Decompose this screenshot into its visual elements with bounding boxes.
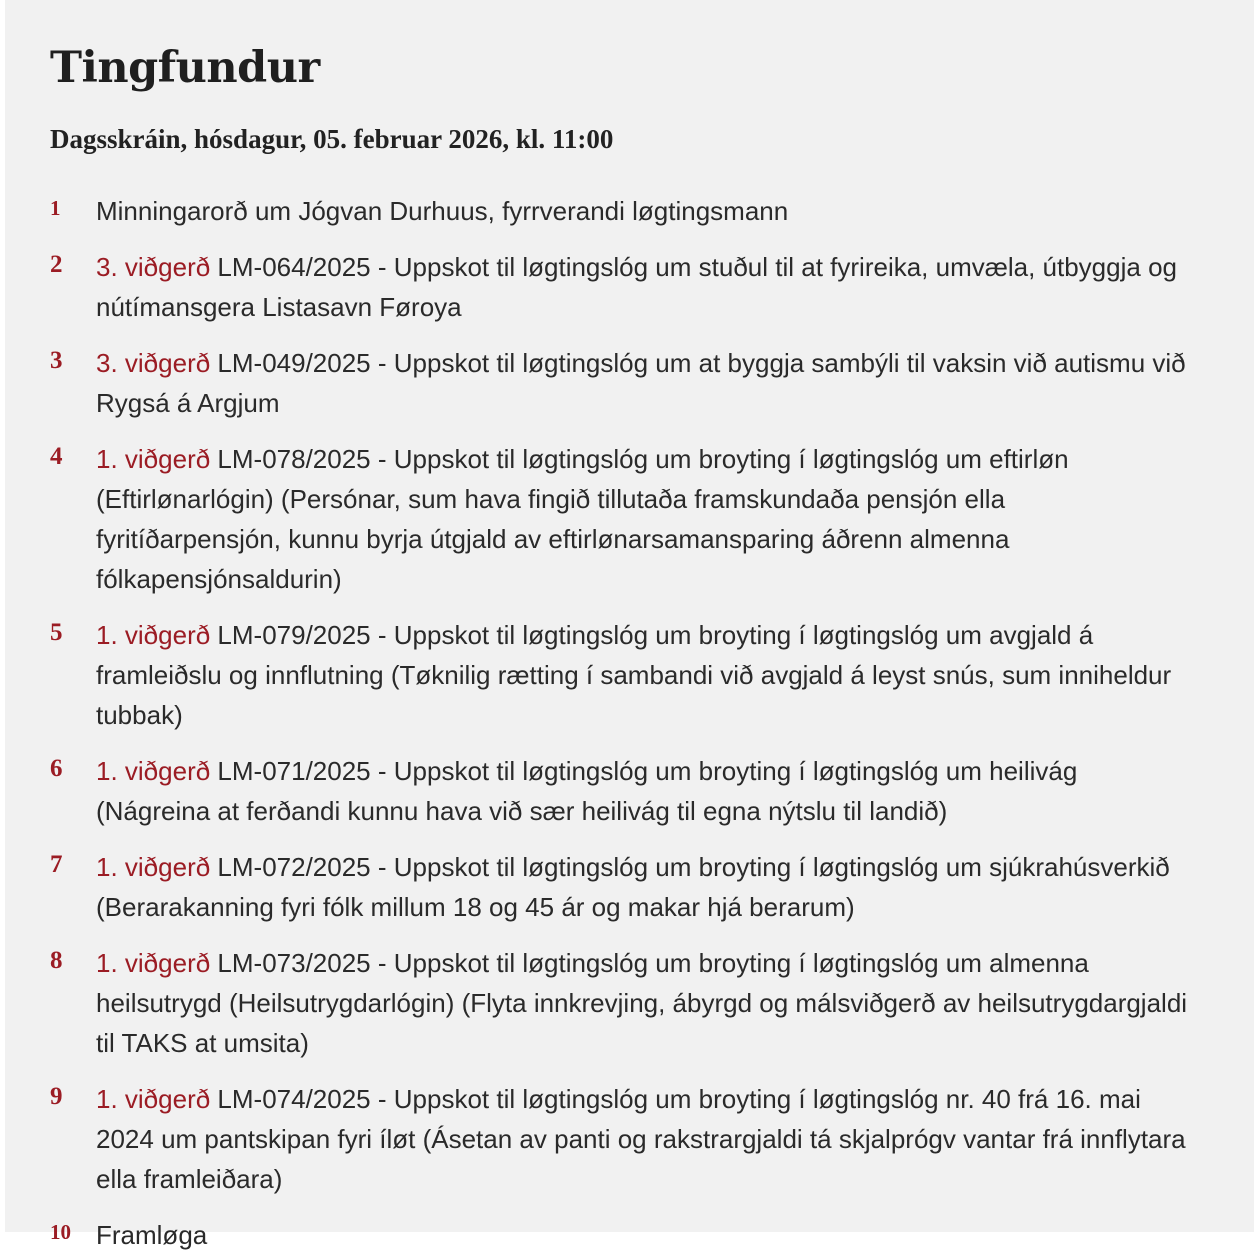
agenda-item-text bbox=[96, 1215, 1194, 1255]
agenda-item-description: LM-073/2025 - Uppskot til løgtingslóg um broyting í løgtingslóg um almenna heilsutrygd (Heilsutrygdarlógin) (Flyta innkrevjing, ábyrgd og málsviðgerð av heilsutrygdargjaldi til TAKS at umsita) bbox=[96, 948, 1188, 1058]
agenda-item-text bbox=[96, 247, 1194, 327]
agenda-item-text bbox=[96, 439, 1194, 599]
agenda-item-number: 9 bbox=[50, 1083, 63, 1110]
agenda-item-text bbox=[96, 615, 1194, 735]
agenda-item-text bbox=[96, 943, 1194, 1063]
agenda-item-description: Framløga bbox=[96, 1220, 208, 1250]
agenda-item-number: 7 bbox=[50, 851, 63, 878]
agenda-item-reading: 1. viðgerð bbox=[96, 756, 211, 786]
agenda-item-number: 2 bbox=[50, 251, 63, 278]
agenda-item-number: 6 bbox=[50, 755, 63, 782]
agenda-item bbox=[50, 847, 1254, 927]
agenda-item-description: LM-072/2025 - Uppskot til løgtingslóg um broyting í løgtingslóg um sjúkrahúsverkið (Berarakanning fyri fólk millum 18 og 45 ár og makar hjá berarum) bbox=[96, 852, 1170, 922]
agenda-item-reading: 1. viðgerð bbox=[96, 1084, 211, 1114]
agenda-item-reading: 3. viðgerð bbox=[96, 348, 211, 378]
agenda-date-subtitle: Dagsskráin, hósdagur, 05. februar 2026, kl. 11:00 bbox=[50, 124, 614, 154]
agenda-item-reading: 3. viðgerð bbox=[96, 252, 211, 282]
agenda-item-description: LM-078/2025 - Uppskot til løgtingslóg um broyting í løgtingslóg um eftirløn (Eftirlønarlógin) (Persónar, sum hava fingið tillutaða framskundaða pensjón ella fyritíðarpensjón, kunnu byrja útgjald av eftirlønarsamansparing áðrenn almenna fólkapensjónsaldurin) bbox=[96, 444, 1069, 594]
agenda-item-number: 10 bbox=[50, 1220, 71, 1244]
agenda-item-description: LM-071/2025 - Uppskot til løgtingslóg um broyting í løgtingslóg um heilivág (Nágreina at ferðandi kunnu hava við sær heilivág til egna nýtslu til landið) bbox=[96, 756, 1078, 826]
agenda-item bbox=[50, 247, 1254, 327]
agenda-item-number: 3 bbox=[50, 347, 63, 374]
agenda-item bbox=[50, 343, 1254, 423]
agenda-item bbox=[50, 943, 1254, 1063]
agenda-item-number: 8 bbox=[50, 947, 63, 974]
agenda-item-reading: 1. viðgerð bbox=[96, 852, 211, 882]
agenda-item-reading: 1. viðgerð bbox=[96, 948, 211, 978]
agenda-item-number: 1 bbox=[50, 196, 61, 220]
agenda-item-number: 4 bbox=[50, 443, 63, 470]
agenda-item-text bbox=[96, 1079, 1194, 1199]
agenda-item-number: 5 bbox=[50, 619, 63, 646]
agenda-item bbox=[50, 439, 1254, 599]
agenda-item-description: Minningarorð um Jógvan Durhuus, fyrrverandi løgtingsmann bbox=[96, 196, 789, 226]
agenda-item bbox=[50, 1079, 1254, 1199]
agenda-item-description: LM-064/2025 - Uppskot til løgtingslóg um stuðul til at fyrireika, umvæla, útbyggja og nútímansgera Listasavn Føroya bbox=[96, 252, 1177, 322]
agenda-item-description: LM-049/2025 - Uppskot til løgtingslóg um at byggja sambýli til vaksin við autismu við Rygsá á Argjum bbox=[96, 348, 1186, 418]
agenda-item-description: LM-079/2025 - Uppskot til løgtingslóg um broyting í løgtingslóg um avgjald á framleiðslu og innflutning (Tøknilig rætting í sambandi við avgjald á leyst snús, sum inniheldur tubbak) bbox=[96, 620, 1172, 730]
agenda-item bbox=[50, 191, 1254, 231]
agenda-item-text bbox=[96, 191, 1194, 231]
agenda-panel bbox=[5, 0, 1254, 1250]
agenda-list bbox=[50, 191, 1254, 1255]
agenda-item-text bbox=[96, 343, 1194, 423]
agenda-item-text bbox=[96, 847, 1194, 927]
agenda-item bbox=[50, 751, 1254, 831]
page-title: Tingfundur bbox=[50, 43, 320, 93]
agenda-item bbox=[50, 1215, 1254, 1255]
agenda-item-description: LM-074/2025 - Uppskot til løgtingslóg um broyting í løgtingslóg nr. 40 frá 16. mai 2024 um pantskipan fyri íløt (Ásetan av panti og rakstrargjaldi tá skjalprógv vantar frá innflytara ella framleiðara) bbox=[96, 1084, 1186, 1194]
agenda-item bbox=[50, 615, 1254, 735]
agenda-item-reading: 1. viðgerð bbox=[96, 444, 211, 474]
agenda-item-reading: 1. viðgerð bbox=[96, 620, 211, 650]
agenda-item-text bbox=[96, 751, 1194, 831]
